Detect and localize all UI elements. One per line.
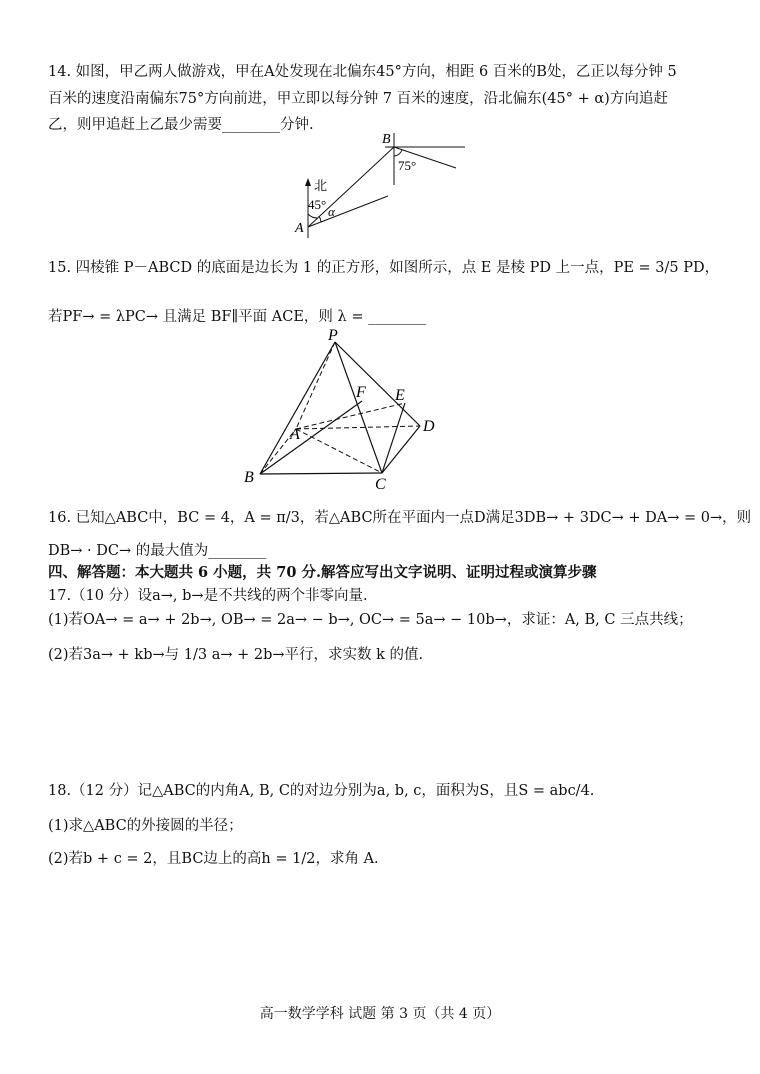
q14-label-75: 75°	[398, 158, 417, 173]
q16-line1: 16. 已知△ABC中，BC = 4，A = π/3，若△ABC所在平面内一点D满足3DB→ + 3DC→ + DA→ = 0→，则	[48, 510, 752, 526]
q15-label-b: B	[244, 469, 254, 486]
q15-label-e: E	[395, 387, 405, 404]
q14-figure	[290, 128, 480, 243]
q16-line2: DB→ · DC→ 的最大值为________	[48, 543, 267, 559]
section-heading: 四、解答题：本大题共 6 小题，共 70 分.解答应写出文字说明、证明过程或演算步骤	[48, 564, 597, 581]
q14-label-alpha: α	[328, 204, 335, 219]
q14-label-north: 北	[314, 178, 328, 193]
q15-line2: 若PF→ = λPC→ 且满足 BF∥平面 ACE，则 λ = ________	[48, 309, 427, 325]
q17-part2: (2)若3a→ + kb→与 1/3 a→ + 2b→平行，求实数 k 的值.	[48, 647, 424, 663]
q15-label-a: A	[290, 426, 300, 443]
q14-label-b: B	[382, 132, 391, 147]
q15-label-c: C	[375, 476, 386, 493]
q15-label-f: F	[356, 384, 366, 401]
q18-head: 18.（12 分）记△ABC的内角A, B, C的对边分别为a, b, c，面积为S，且S = abc/4.	[48, 783, 595, 799]
q17-part1: (1)若OA→ = a→ + 2b→, OB→ = 2a→ − b→, OC→ = 5a→ − 10b→，求证：A, B, C 三点共线；	[48, 612, 693, 628]
q14-label-45: 45°	[308, 197, 327, 212]
q14-label-a: A	[295, 221, 304, 236]
q14-line1: 14. 如图，甲乙两人做游戏，甲在A处发现在北偏东45°方向，相距 6 百米的B处，乙正以每分钟 5	[48, 64, 677, 80]
q18-part1: (1)求△ABC的外接圆的半径；	[48, 818, 243, 834]
page-footer: 高一数学学科 试题 第 3 页（共 4 页）	[259, 1006, 501, 1022]
q14-line2: 百米的速度沿南偏东75°方向前进，甲立即以每分钟 7 百米的速度，沿北偏东(45° + α)方向追赶	[48, 91, 668, 107]
q18-part2: (2)若b + c = 2，且BC边上的高h = 1/2，求角 A.	[48, 851, 379, 867]
q15-label-d: D	[423, 418, 435, 435]
q17-head: 17.（10 分）设a→, b→是不共线的两个非零向量.	[48, 588, 368, 604]
q14-line3: 乙，则甲追赶上乙最少需要________分钟.	[48, 117, 314, 133]
q15-line1: 15. 四棱锥 P－ABCD 的底面是边长为 1 的正方形，如图所示，点 E 是棱 PD 上一点，PE = 3/5 PD，	[48, 260, 720, 276]
q15-label-p: P	[328, 328, 338, 344]
q15-figure	[238, 328, 448, 496]
